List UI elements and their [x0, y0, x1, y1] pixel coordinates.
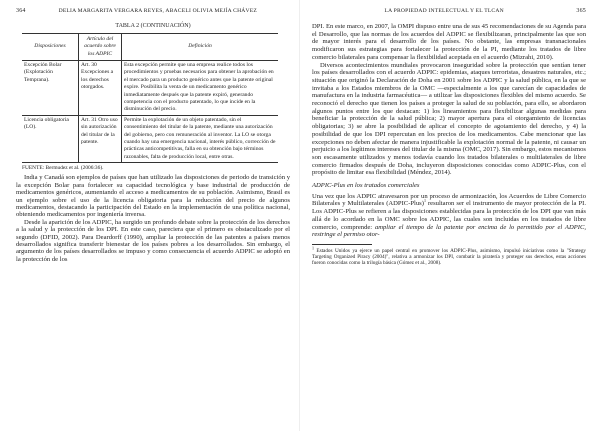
- source-label: FUENTE:: [22, 165, 45, 172]
- paragraph: DPI. En este marco, en 2007, la OMPI dispuso entre una de sus 45 recomendaciones de su Agenda para el Desarrollo, que las normas de los acuerdos del ADPIC se flexibilizaran, principalmente las que son de mayor interés para el desarrollo de los países. No obstante, las empresas transnacionales modificaron sus estrategias para fortalecer la protección de la PI, mediante los tratados de libre comercio bilaterales para compensar la flexibilidad aceptada en el acuerdo (Mizrahi, 2010).: [312, 23, 586, 61]
- provisions-table: [22, 33, 278, 163]
- section-text-a: Una vez que los ADPIC atravesaron por un proceso de armonización, los Acuerdos de Libre Comercio Bilaterales y Multilaterales (ADPIC-Plus): [312, 192, 586, 208]
- left-body-text: [16, 174, 290, 263]
- left-page-number: 364: [16, 8, 26, 14]
- table-cell-articulo: Art. 30 Excepciones a los derechos otorgados.: [79, 61, 122, 116]
- table-cell-disposicion: Excepción Bolar (Explotación Temprana).: [22, 61, 79, 116]
- paragraph: Diversos acontecimientos mundiales provocaron inseguridad sobre la protección que sentían tener los países desarrollados con el acuerdo ADPIC: epidemias, ataques terroristas, desastres naturales, etc.; situación que originó la Declaración de Doha en 2001 sobre los ADPIC y la salud pública, en la que se invitaba a los Estados miembros de la OMC —especialmente a los que carecían de capacidades de manufactura en la industria farmacéutica— a utilizar las disposiciones flexibles del mismo acuerdo. Se reconoció el derecho que tienen los países a proteger la salud de su población, para ello, se abordaron algunos puntos entre los que destacan: 1) los lineamientos para flexibilizar algunas medidas para beneficiar la protección de la salud pública; 2) mayor apertura para el otorgamiento de licencias obligatorias; 3) se abre la posibilidad de aplicar el concepto de agotamiento del derecho, y 4) la posibilidad de que los DPI repercutan en los precios de los medicamentos. Cabe mencionar que las excepciones no deben afectar de manera injustificable la explotación normal de la patente, ni causar un perjuicio a los legítimos intereses del titular de la misma (OMC, 2017). Sin embargo, estos mecanismos son escasamente utilizados y menos todavía cuando los tratados bilaterales o multilaterales de libre comercio firmados después de Doha, incluyeron disposiciones conocidas como ADPIC-Plus, con el propósito de limitar esa flexibilidad (Méndez, 2014).: [312, 61, 586, 177]
- table-cell-definicion: Permite la explotación de un objeto patentado, sin el consentimiento del titular de la patente, mediante una autorización del gobierno, pero con remuneración al inventor. La LO se otorga cuando hay una emergencia nacional, interés público, corrección de prácticas anticompetitivas, falla en su obtención bajo términos razonables, falta de producción local, entre otras.: [122, 115, 279, 162]
- section-text-b: resultaron ser el instrumento de mayor protección de la PI. Los ADPIC-Plus se refieren a las disposiciones establecidas para la protección de los DPI que van más allá de lo acordado en la OMC sobre los ADPIC, las cuales son incluidas en los tratados de libre comercio, comprende:: [312, 200, 586, 231]
- right-page: [300, 0, 600, 431]
- header-disposiciones: Disposiciones: [22, 34, 79, 61]
- right-body-text: [312, 23, 586, 239]
- section-paragraph: [312, 193, 586, 239]
- footnote-rule: [312, 244, 372, 245]
- emphasized-text: ampliar el tiempo de la patente por encima de lo permitido por el ADPIC, restringe el permiso otor-: [312, 223, 586, 239]
- left-running-head: [16, 8, 290, 14]
- right-running-title: LA PROPIEDAD INTELECTUAL Y EL TLCAN: [384, 8, 504, 14]
- right-running-head: [312, 8, 586, 14]
- source-text: Bermudez et al. (2006:36).: [45, 165, 104, 172]
- table-row: [22, 115, 278, 162]
- table-cell-disposicion: Licencia obligatoria (LO).: [22, 115, 79, 162]
- right-page-number: 365: [576, 8, 586, 14]
- footnote-number: 1: [312, 245, 314, 251]
- paragraph: Desde la aparición de los ADPIC, ha surgido un profundo debate sobre la protección de los derechos a la salud y la protección de los DPI. En este caso, pareciera que el primero es obstaculizado por el segundo (DFID, 2002). Para Deardorff (1990), ampliar la protección de las patentes a países menos desarrollados significa transferir bienestar de los países pobres a los desarrollados. Sin embargo, el argumento de los países desarrollados se impuso y como consecuencia el acuerdo ADPIC se adoptó en la protección de los: [16, 218, 290, 263]
- table-header-row: [22, 34, 278, 61]
- table-caption: TABLA 2 (CONTINUACIÓN): [115, 23, 191, 29]
- footnote-reference: 1: [423, 198, 426, 204]
- paragraph: India y Canadá son ejemplos de países que han utilizado las disposiciones de periodo de transición y la excepción Bolar para fortalecer su capacidad tecnológica y base industrial de producción de medicamentos genéricos, aumentando el acceso a medicamentos de su población. Asimismo, Brasil es un ejemplo sobre el uso de la licencia obligatoria para la reducción del precio de algunos medicamentos, destacando la participación del Estado en la implementación de una política nacional, obteniendo medicamentos por ingeniería inversa.: [16, 174, 290, 219]
- section-heading: ADPIC-Plus en los tratados comerciales: [312, 182, 420, 190]
- header-articulo: Artículo del acuerdo sobre los ADPIC: [79, 34, 122, 61]
- table-cell-definicion: Esta excepción permite que una empresa realice todos los procedimientos y pruebas necesarios para obtener la aprobación en el mercado para un producto genérico antes que la patente original expire. Posibilita la venta de un medicamento genérico inmediatamente después que la patente expiró, generando competencia con el producto patentado, lo que incide en la disminución del precio.: [122, 61, 279, 116]
- table-row: [22, 61, 278, 116]
- left-running-title: DELIA MARGARITA VERGARA REYES, ABACELI OLIVIA MEJÍA CHÁVEZ: [58, 8, 258, 14]
- footnote-text: Estados Unidos ya ejerce un papel central en promover los ADPIC-Plus, asimismo, impulsó iniciativas como la "Strategy Targeting Organized Piracy (2004)", relativa a armonizar los DPI, combatir la piratería y proteger sus derechos, estas acciones fueron conocidas como la trilogía básica (Gómez et al., 2008).: [312, 247, 587, 267]
- table-cell-articulo: Art. 31 Otro uso sin autorización del titular de la patente.: [79, 115, 122, 162]
- table-source: [22, 165, 290, 171]
- header-definicion: Definición: [122, 34, 279, 61]
- footnote: [312, 245, 587, 267]
